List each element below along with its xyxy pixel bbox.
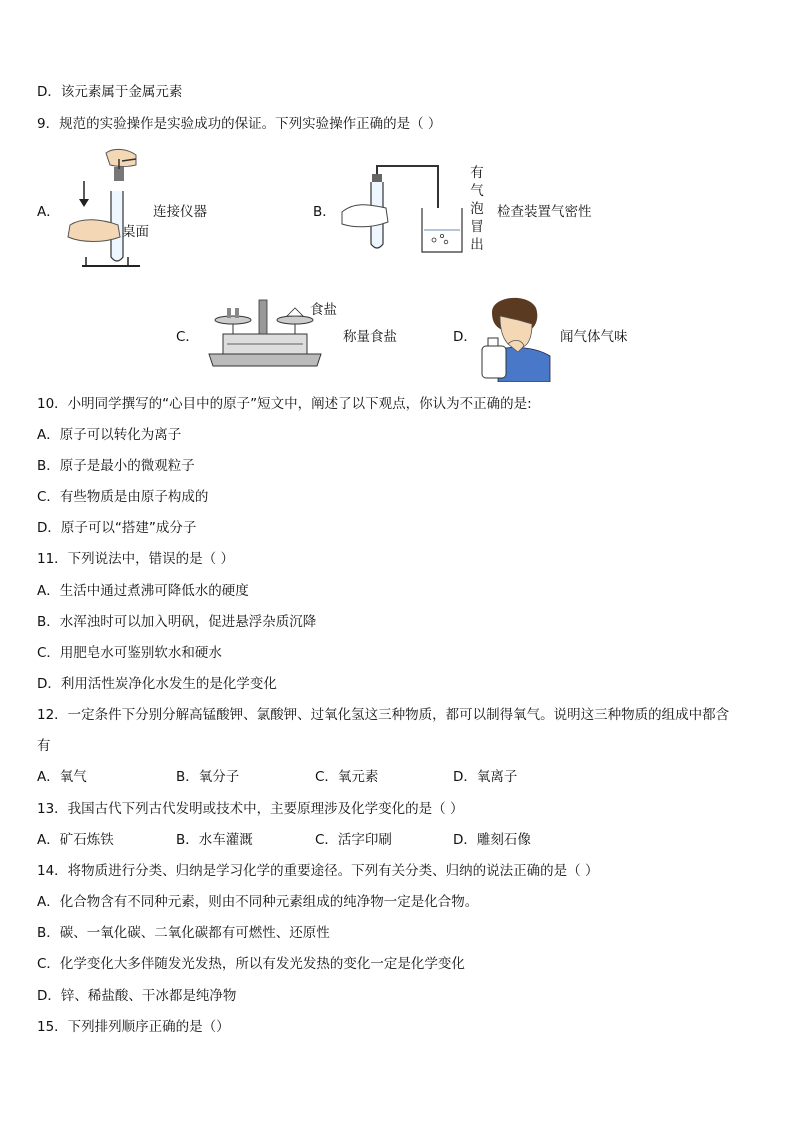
q13-stem: 13．我国古代下列古代发明或技术中，主要原理涉及化学变化的是（ ） [37,801,464,817]
q9-c-balance-figure [205,294,325,370]
q13-option-c: C．活字印刷 [315,832,392,848]
q9-a-letter: A． [37,204,60,220]
q12-stem-line1: 12．一定条件下分别分解高锰酸钾、氯酸钾、过氧化氢这三种物质，都可以制得氧气。说明这三种物质的组成中都含 [37,707,730,723]
q10-stem: 10．小明同学撰写的“心目中的原子”短文中，阐述了以下观点，你认为不正确的是: [37,396,532,412]
left-pan [215,316,251,324]
q11-option-b: B．水浑浊时可以加入明矾，促进悬浮杂质沉降 [37,614,317,630]
q12-option-b: B．氧分子 [176,769,240,785]
q9-d-letter: D． [453,329,477,345]
q11-option-c: C．用肥皂水可鉴别软水和硬水 [37,645,222,661]
q9-a-caption: 连接仪器 [153,204,207,220]
q11-option-d: D．利用活性炭净化水发生的是化学变化 [37,676,277,692]
q12-option-c: C．氧元素 [315,769,379,785]
q9-c-caption: 称量食盐 [343,329,397,345]
q9-d-caption: 闻气体气味 [560,329,628,345]
q8-option-d: D．该元素属于金属元素 [37,84,183,100]
q9-c-letter: C． [176,329,199,345]
q10-option-c: C．有些物质是由原子构成的 [37,489,209,505]
q12-option-a: A．氧气 [37,769,87,785]
q12-stem-line2: 有 [37,738,51,754]
rubber-stopper [114,167,124,181]
q9-d-smell-figure [478,290,554,382]
q9-a-desk-label: 桌面 [122,224,149,240]
q10-option-d: D．原子可以“搭建”成分子 [37,520,197,536]
q13-option-d: D．雕刻石像 [453,832,531,848]
q10-option-b: B．原子是最小的微观粒子 [37,458,195,474]
q13-option-b: B．水车灌溉 [176,832,253,848]
q9-a-connect-instrument-figure [62,145,152,275]
lower-hand [68,220,120,242]
right-pan [277,316,313,324]
balance-base [209,354,321,366]
q13-option-a: A．矿石炼铁 [37,832,114,848]
q9-b-airtightness-figure [338,160,468,258]
q14-option-c: C．化学变化大多伴随发光发热，所以有发光发热的变化一定是化学变化 [37,956,465,972]
q15-stem: 15．下列排列顺序正确的是（） [37,1019,230,1035]
q10-option-a: A．原子可以转化为离子 [37,427,182,443]
q11-option-a: A．生活中通过煮沸可降低水的硬度 [37,583,249,599]
q9-b-bubbles-label: 有 气 泡 冒 出 [470,165,484,253]
upper-hand [106,149,136,166]
q9-c-salt-label: 食盐 [310,302,337,318]
q14-stem: 14．将物质进行分类、归纳是学习化学的重要途径。下列有关分类、归纳的说法正确的是（ ） [37,863,599,879]
gas-bottle [482,346,506,378]
q12-option-d: D．氧离子 [453,769,518,785]
q14-option-a: A．化合物含有不同种元素，则由不同种元素组成的纯净物一定是化合物。 [37,894,479,910]
q9-b-caption: 检查装置气密性 [497,204,592,220]
q9-stem: 9．规范的实验操作是实验成功的保证。下列实验操作正确的是（ ） [37,116,442,132]
q9-b-letter: B． [313,204,336,220]
hand [342,205,388,227]
q14-option-d: D．锌、稀盐酸、干冰都是纯净物 [37,988,237,1004]
q14-option-b: B．碳、一氧化碳、二氧化碳都有可燃性、还原性 [37,925,330,941]
q11-stem: 11．下列说法中，错误的是（ ） [37,551,234,567]
